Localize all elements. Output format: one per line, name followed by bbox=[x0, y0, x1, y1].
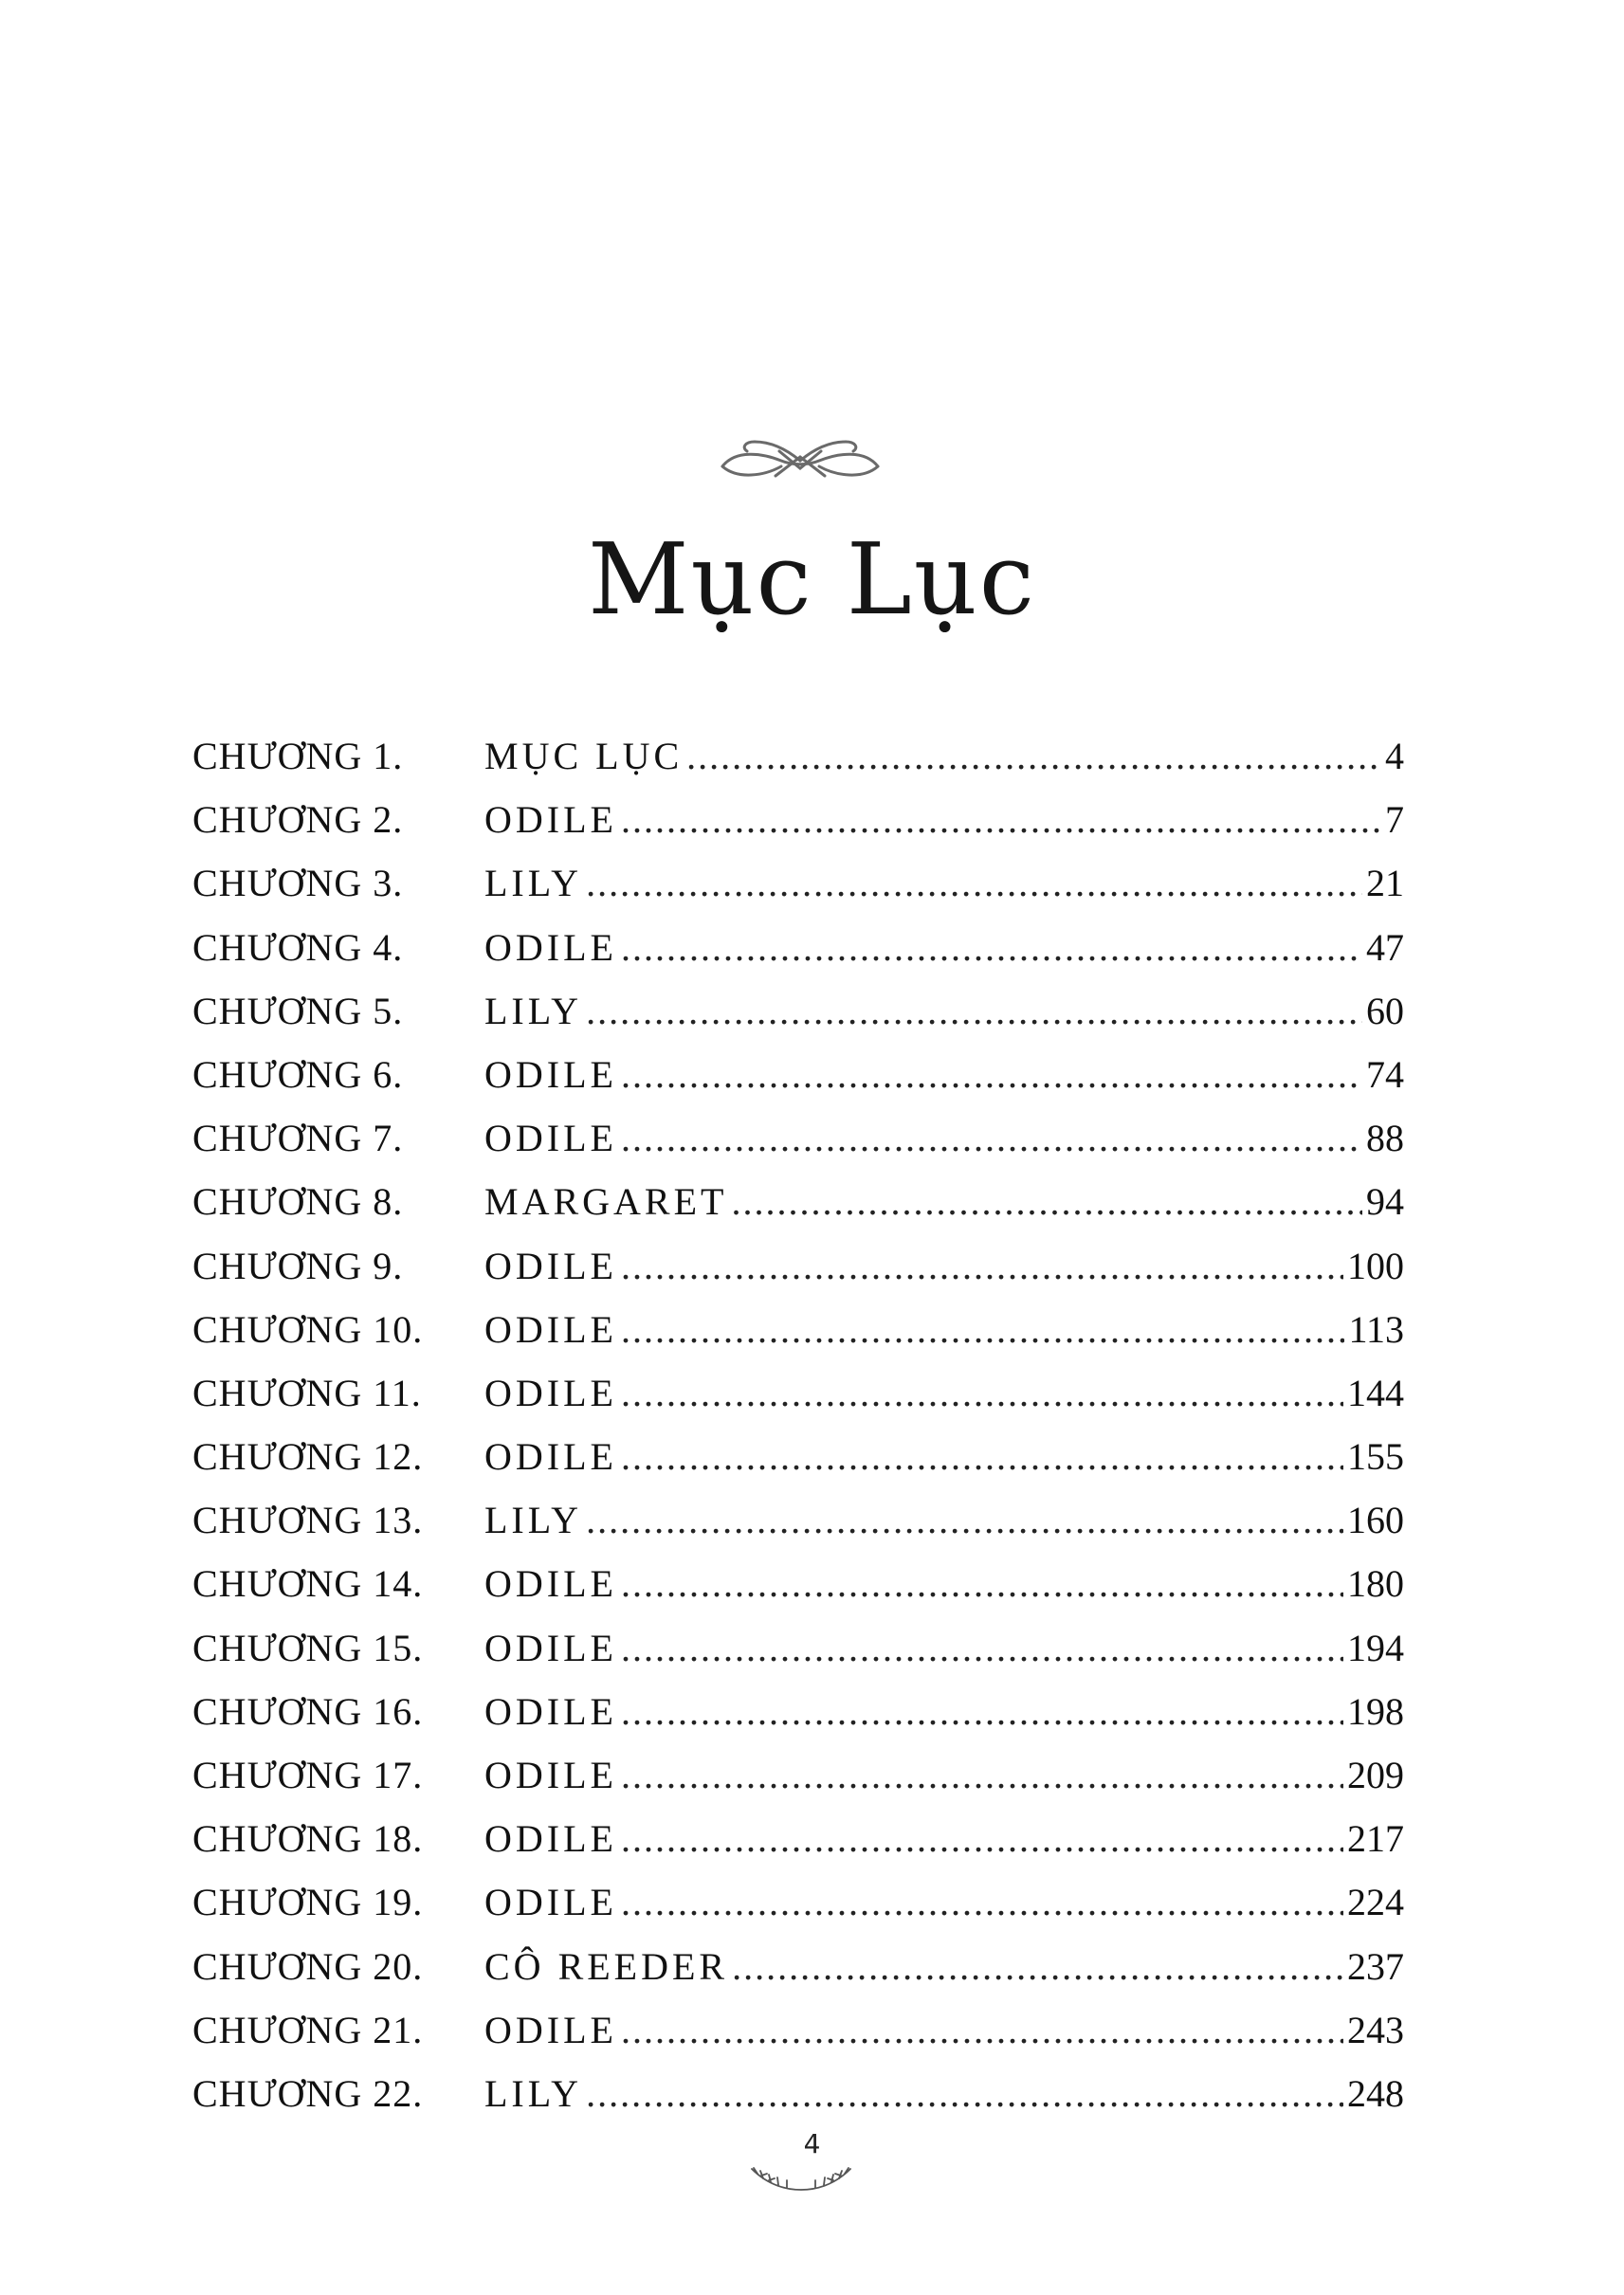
toc-page-number: 194 bbox=[1347, 1626, 1404, 1669]
toc-dot-leader bbox=[621, 1425, 1343, 1488]
toc-dot-leader bbox=[621, 1743, 1343, 1807]
toc-dot-leader bbox=[621, 1552, 1343, 1615]
toc-entry[interactable] bbox=[192, 1807, 1404, 1870]
toc-entry[interactable] bbox=[192, 724, 1404, 788]
toc-chapter-title: ODILE bbox=[484, 1371, 617, 1414]
toc-page-number: 21 bbox=[1366, 862, 1404, 905]
toc-chapter-label: CHƯƠNG 10. bbox=[192, 1307, 424, 1351]
toc-chapter-label: CHƯƠNG 12. bbox=[192, 1435, 424, 1479]
toc-chapter-title: ODILE bbox=[484, 1754, 617, 1796]
toc-dot-leader bbox=[621, 788, 1381, 851]
toc-page-number: 160 bbox=[1347, 1499, 1404, 1542]
toc-dot-leader bbox=[621, 1616, 1343, 1680]
toc-entry[interactable] bbox=[192, 1234, 1404, 1298]
toc-page-number: 144 bbox=[1347, 1371, 1404, 1414]
toc-entry[interactable] bbox=[192, 1170, 1404, 1233]
toc-chapter-label: CHƯƠNG 17. bbox=[192, 1754, 424, 1796]
toc-entry[interactable] bbox=[192, 1680, 1404, 1743]
toc-chapter-label: CHƯƠNG 4. bbox=[192, 925, 404, 969]
toc-chapter-title: CÔ REEDER bbox=[484, 1944, 729, 1988]
toc-chapter-label: CHƯƠNG 5. bbox=[192, 989, 404, 1032]
toc-chapter-label: CHƯƠNG 8. bbox=[192, 1180, 404, 1224]
toc-page-number: 88 bbox=[1366, 1117, 1404, 1160]
flourish-ornament-icon bbox=[717, 428, 884, 485]
toc-page-number: 60 bbox=[1366, 989, 1404, 1032]
toc-page-number: 209 bbox=[1347, 1754, 1404, 1796]
toc-dot-leader bbox=[586, 2062, 1343, 2125]
toc-page-number: 94 bbox=[1366, 1180, 1404, 1224]
toc-chapter-label: CHƯƠNG 18. bbox=[192, 1817, 424, 1861]
toc-page-number: 113 bbox=[1348, 1307, 1404, 1351]
toc-entry[interactable] bbox=[192, 1361, 1404, 1425]
toc-entry[interactable] bbox=[192, 1743, 1404, 1807]
toc-chapter-title: LILY bbox=[484, 989, 583, 1032]
toc-entry[interactable] bbox=[192, 1552, 1404, 1615]
toc-dot-leader bbox=[586, 1488, 1343, 1552]
toc-entry[interactable] bbox=[192, 1870, 1404, 1934]
toc-page-number: 198 bbox=[1347, 1689, 1404, 1733]
page-title: Mục Lục bbox=[587, 521, 1037, 637]
toc-chapter-title: LILY bbox=[484, 2071, 583, 2115]
laurel-wreath-icon bbox=[744, 2163, 858, 2195]
toc-chapter-title: ODILE bbox=[484, 1052, 617, 1096]
toc-entry[interactable] bbox=[192, 979, 1404, 1043]
toc-page-number: 243 bbox=[1347, 2008, 1404, 2051]
toc-chapter-label: CHƯƠNG 7. bbox=[192, 1117, 404, 1160]
toc-page-number: 7 bbox=[1385, 798, 1404, 842]
toc-chapter-label: CHƯƠNG 22. bbox=[192, 2071, 424, 2115]
toc-page-number: 74 bbox=[1366, 1052, 1404, 1096]
toc-dot-leader bbox=[586, 979, 1362, 1043]
toc-dot-leader bbox=[621, 1870, 1343, 1934]
toc-chapter-label: CHƯƠNG 9. bbox=[192, 1244, 404, 1287]
toc-chapter-label: CHƯƠNG 11. bbox=[192, 1371, 422, 1414]
toc-page-number: 100 bbox=[1347, 1244, 1404, 1287]
toc-page-number: 180 bbox=[1347, 1562, 1404, 1606]
toc-chapter-label: CHƯƠNG 21. bbox=[192, 2008, 424, 2051]
toc-chapter-title: ODILE bbox=[484, 798, 617, 842]
toc-dot-leader bbox=[621, 1998, 1343, 2062]
toc-chapter-title: ODILE bbox=[484, 1881, 617, 1924]
toc-chapter-title: ODILE bbox=[484, 1689, 617, 1733]
toc-page-number: 224 bbox=[1347, 1881, 1404, 1924]
toc-chapter-title: ODILE bbox=[484, 1817, 617, 1861]
toc-chapter-label: CHƯƠNG 16. bbox=[192, 1689, 424, 1733]
toc-entry[interactable] bbox=[192, 1425, 1404, 1488]
toc-entry[interactable] bbox=[192, 1998, 1404, 2062]
toc-chapter-label: CHƯƠNG 14. bbox=[192, 1562, 424, 1606]
toc-chapter-title: MARGARET bbox=[484, 1180, 728, 1224]
toc-chapter-label: CHƯƠNG 1. bbox=[192, 735, 404, 777]
toc-entry[interactable] bbox=[192, 788, 1404, 851]
toc-entry[interactable] bbox=[192, 1616, 1404, 1680]
toc-chapter-title: ODILE bbox=[484, 2008, 617, 2051]
toc-chapter-label: CHƯƠNG 13. bbox=[192, 1499, 424, 1542]
toc-dot-leader bbox=[732, 1935, 1343, 1998]
toc-page-number: 217 bbox=[1347, 1817, 1404, 1861]
toc-chapter-title: ODILE bbox=[484, 1117, 617, 1160]
toc-dot-leader bbox=[621, 1234, 1343, 1298]
toc-chapter-title: LILY bbox=[484, 1499, 583, 1542]
toc-page-number: 155 bbox=[1347, 1435, 1404, 1479]
toc-entry[interactable] bbox=[192, 916, 1404, 979]
toc-chapter-title: ODILE bbox=[484, 1562, 617, 1606]
toc-page-number: 47 bbox=[1366, 925, 1404, 969]
toc-entry[interactable] bbox=[192, 851, 1404, 915]
toc-chapter-label: CHƯƠNG 15. bbox=[192, 1626, 424, 1669]
toc-dot-leader bbox=[731, 1170, 1362, 1233]
page-number: 4 bbox=[803, 2128, 821, 2159]
toc-chapter-label: CHƯƠNG 19. bbox=[192, 1881, 424, 1924]
toc-chapter-label: CHƯƠNG 6. bbox=[192, 1052, 404, 1096]
toc-dot-leader bbox=[621, 1106, 1362, 1170]
toc-dot-leader bbox=[586, 851, 1362, 915]
toc-dot-leader bbox=[621, 1680, 1343, 1743]
toc-dot-leader bbox=[621, 1298, 1345, 1361]
toc-chapter-title: ODILE bbox=[484, 1307, 617, 1351]
toc-entry[interactable] bbox=[192, 1935, 1404, 1998]
toc-chapter-label: CHƯƠNG 20. bbox=[192, 1944, 424, 1988]
toc-chapter-title: ODILE bbox=[484, 1244, 617, 1287]
toc-chapter-title: ODILE bbox=[484, 1626, 617, 1669]
toc-chapter-label: CHƯƠNG 2. bbox=[192, 798, 404, 842]
toc-page-number: 4 bbox=[1385, 735, 1404, 777]
toc-entry[interactable] bbox=[192, 2062, 1404, 2125]
toc-dot-leader bbox=[621, 1043, 1362, 1106]
toc-entry[interactable] bbox=[192, 1298, 1404, 1361]
toc-chapter-title: ODILE bbox=[484, 925, 617, 969]
toc-page-number: 237 bbox=[1347, 1944, 1404, 1988]
toc-entry[interactable] bbox=[192, 1043, 1404, 1106]
table-of-contents bbox=[192, 724, 1404, 2125]
toc-chapter-label: CHƯƠNG 3. bbox=[192, 862, 404, 905]
toc-chapter-title: MỤC LỤC bbox=[484, 735, 684, 777]
toc-entry[interactable] bbox=[192, 1488, 1404, 1552]
toc-chapter-title: ODILE bbox=[484, 1435, 617, 1479]
toc-dot-leader bbox=[621, 1807, 1343, 1870]
toc-chapter-title: LILY bbox=[484, 862, 583, 905]
toc-dot-leader bbox=[621, 1361, 1343, 1425]
toc-dot-leader bbox=[686, 724, 1381, 788]
toc-dot-leader bbox=[621, 916, 1362, 979]
toc-entry[interactable] bbox=[192, 1106, 1404, 1170]
toc-page-number: 248 bbox=[1347, 2071, 1404, 2115]
